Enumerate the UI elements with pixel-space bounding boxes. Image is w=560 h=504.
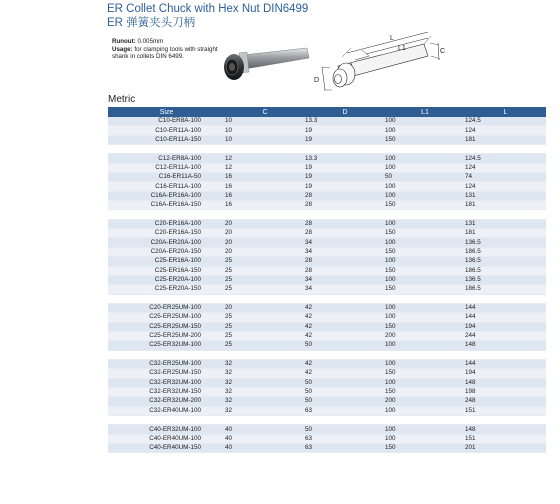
cell-size: C32-ER25UM-150 [108, 369, 225, 378]
cell-l1: 150 [385, 201, 465, 210]
cell-l1: 150 [385, 387, 465, 396]
cell-size: C32-ER32UM-200 [108, 397, 225, 406]
table-row [108, 444, 546, 453]
cell-l1: 150 [385, 135, 465, 144]
cell-l: 181 [465, 201, 546, 210]
cell-l1: 100 [385, 238, 465, 247]
cell-c: 40 [225, 434, 305, 443]
cell-l1: 100 [385, 341, 465, 350]
table-row [108, 266, 546, 275]
cell-d: 28 [305, 201, 385, 210]
cell-size: C25-ER16A-150 [108, 266, 225, 275]
cell-d: 63 [305, 444, 385, 453]
table-spacer-row [108, 145, 546, 154]
cell-l: 136.5 [465, 238, 546, 247]
table-row [108, 322, 546, 331]
cell-l: 124 [465, 163, 546, 172]
cell-l: 151 [465, 434, 546, 443]
cell-c: 16 [225, 173, 305, 182]
cell-c: 25 [225, 275, 305, 284]
cell-size: C12-ER11A-100 [108, 163, 225, 172]
table-row [108, 247, 546, 256]
cell-d: 34 [305, 247, 385, 256]
cell-size: C10-ER11A-150 [108, 135, 225, 144]
table-row [108, 406, 546, 415]
table-spacer-cell [108, 145, 546, 154]
cell-l1: 100 [385, 378, 465, 387]
cell-c: 20 [225, 303, 305, 312]
cell-d: 28 [305, 219, 385, 228]
cell-c: 12 [225, 163, 305, 172]
cell-c: 25 [225, 257, 305, 266]
cell-l: 124.5 [465, 154, 546, 163]
cell-size: C40-ER40UM-100 [108, 434, 225, 443]
cell-d: 34 [305, 275, 385, 284]
cell-size: C25-ER25UM-100 [108, 313, 225, 322]
section-title-metric: Metric [108, 94, 136, 105]
product-title-chinese: ER 弹簧夹头刀柄 [107, 17, 196, 29]
table-row [108, 285, 546, 294]
table-spacer-row [108, 416, 546, 425]
table-row [108, 257, 546, 266]
cell-l: 144 [465, 303, 546, 312]
cell-l1: 200 [385, 397, 465, 406]
table-spacer-row [108, 210, 546, 219]
cell-c: 25 [225, 285, 305, 294]
runout-label: Runout: [112, 38, 136, 45]
cell-l1: 100 [385, 257, 465, 266]
cell-l1: 50 [385, 173, 465, 182]
cell-size: C12-ER8A-100 [108, 154, 225, 163]
spec-table [108, 107, 546, 453]
cell-l1: 150 [385, 369, 465, 378]
table-row [108, 387, 546, 396]
table-row [108, 359, 546, 368]
table-row [108, 173, 546, 182]
cell-d: 19 [305, 182, 385, 191]
cell-c: 32 [225, 397, 305, 406]
cell-l1: 150 [385, 285, 465, 294]
cell-d: 50 [305, 378, 385, 387]
table-spacer-cell [108, 294, 546, 303]
table-spacer-row [108, 294, 546, 303]
cell-c: 16 [225, 191, 305, 200]
cell-l: 148 [465, 341, 546, 350]
cell-size: C16A-ER16A-150 [108, 201, 225, 210]
cell-size: C20-ER16A-150 [108, 229, 225, 238]
cell-l1: 100 [385, 359, 465, 368]
cell-l1: 100 [385, 425, 465, 434]
column-header-l: L [465, 107, 546, 117]
cell-c: 32 [225, 406, 305, 415]
cell-c: 16 [225, 182, 305, 191]
table-row [108, 201, 546, 210]
cell-d: 42 [305, 313, 385, 322]
table-row [108, 191, 546, 200]
cell-c: 32 [225, 378, 305, 387]
cell-d: 28 [305, 229, 385, 238]
cell-d: 28 [305, 257, 385, 266]
cell-size: C25-ER16A-100 [108, 257, 225, 266]
cell-l1: 100 [385, 182, 465, 191]
cell-l: 124 [465, 126, 546, 135]
dim-label-l1: L1 [398, 45, 406, 52]
cell-c: 20 [225, 229, 305, 238]
cell-size: C20A-ER20A-100 [108, 238, 225, 247]
table-row [108, 378, 546, 387]
usage-label: Usage: [112, 45, 133, 53]
cell-l1: 150 [385, 247, 465, 256]
cell-l1: 100 [385, 126, 465, 135]
cell-l: 148 [465, 425, 546, 434]
spec-info [112, 38, 222, 61]
cell-d: 13.3 [305, 154, 385, 163]
table-row [108, 229, 546, 238]
table-row [108, 434, 546, 443]
table-row [108, 117, 546, 126]
table-row [108, 341, 546, 350]
table-row [108, 154, 546, 163]
table-spacer-row [108, 350, 546, 359]
runout-value: 0.005mm [137, 38, 164, 45]
table-row [108, 219, 546, 228]
cell-c: 25 [225, 313, 305, 322]
cell-size: C40-ER32UM-100 [108, 425, 225, 434]
cell-d: 28 [305, 191, 385, 200]
cell-size: C25-ER25UM-200 [108, 331, 225, 340]
cell-l: 181 [465, 229, 546, 238]
table-row [108, 313, 546, 322]
collet-chuck-photo [221, 45, 311, 87]
table-row [108, 126, 546, 135]
cell-l1: 100 [385, 303, 465, 312]
table-row [108, 369, 546, 378]
cell-l1: 200 [385, 331, 465, 340]
table-row [108, 135, 546, 144]
cell-size: C32-ER40UM-100 [108, 406, 225, 415]
cell-c: 25 [225, 322, 305, 331]
cell-d: 42 [305, 322, 385, 331]
cell-l: 186.5 [465, 285, 546, 294]
cell-size: C20-ER25UM-100 [108, 303, 225, 312]
cell-d: 63 [305, 406, 385, 415]
cell-l: 201 [465, 444, 546, 453]
cell-l1: 100 [385, 313, 465, 322]
cell-l1: 100 [385, 434, 465, 443]
table-spacer-cell [108, 416, 546, 425]
dimension-drawing [312, 30, 447, 100]
cell-size: C25-ER20A-150 [108, 285, 225, 294]
cell-c: 12 [225, 154, 305, 163]
cell-l: 74 [465, 173, 546, 182]
cell-size: C16A-ER16A-100 [108, 191, 225, 200]
cell-l: 151 [465, 406, 546, 415]
cell-c: 40 [225, 425, 305, 434]
cell-d: 42 [305, 331, 385, 340]
cell-size: C20A-ER20A-150 [108, 247, 225, 256]
cell-size: C25-ER32UM-100 [108, 341, 225, 350]
table-row [108, 303, 546, 312]
cell-l: 186.5 [465, 247, 546, 256]
cell-c: 25 [225, 266, 305, 275]
column-header-l1: L1 [385, 107, 465, 117]
cell-d: 42 [305, 369, 385, 378]
cell-l1: 150 [385, 266, 465, 275]
cell-d: 13.3 [305, 117, 385, 126]
table-row [108, 425, 546, 434]
cell-c: 32 [225, 387, 305, 396]
cell-l: 131 [465, 191, 546, 200]
cell-c: 10 [225, 135, 305, 144]
cell-l: 198 [465, 387, 546, 396]
cell-d: 19 [305, 126, 385, 135]
cell-l: 136.5 [465, 275, 546, 284]
cell-l: 181 [465, 135, 546, 144]
cell-d: 42 [305, 359, 385, 368]
column-header-d: D [305, 107, 385, 117]
table-row [108, 182, 546, 191]
cell-d: 28 [305, 266, 385, 275]
cell-d: 42 [305, 303, 385, 312]
cell-l: 144 [465, 359, 546, 368]
cell-l1: 150 [385, 444, 465, 453]
dim-label-d: D [314, 77, 320, 84]
table-header-row [108, 107, 546, 117]
dim-label-c: C [440, 48, 446, 55]
cell-c: 25 [225, 341, 305, 350]
cell-l: 248 [465, 397, 546, 406]
cell-c: 32 [225, 369, 305, 378]
table-row [108, 397, 546, 406]
cell-d: 50 [305, 397, 385, 406]
cell-l1: 100 [385, 191, 465, 200]
table-row [108, 331, 546, 340]
cell-d: 50 [305, 425, 385, 434]
cell-l: 148 [465, 378, 546, 387]
table-row [108, 275, 546, 284]
cell-d: 19 [305, 173, 385, 182]
cell-l: 124 [465, 182, 546, 191]
cell-l1: 100 [385, 117, 465, 126]
cell-size: C25-ER20A-100 [108, 275, 225, 284]
column-header-size: Size [108, 107, 225, 117]
cell-c: 20 [225, 238, 305, 247]
cell-l1: 100 [385, 406, 465, 415]
cell-size: C32-ER32UM-100 [108, 378, 225, 387]
cell-l: 186.5 [465, 266, 546, 275]
product-title: ER Collet Chuck with Hex Nut DIN6499 [107, 3, 309, 15]
cell-d: 50 [305, 341, 385, 350]
cell-l: 136.5 [465, 257, 546, 266]
cell-l: 131 [465, 219, 546, 228]
cell-l: 194 [465, 322, 546, 331]
cell-l1: 100 [385, 163, 465, 172]
cell-c: 32 [225, 359, 305, 368]
cell-c: 16 [225, 201, 305, 210]
cell-c: 40 [225, 444, 305, 453]
usage-line [112, 46, 222, 61]
usage-value: for clamping tools with straight shank in collets DIN 6499. [112, 45, 218, 61]
column-header-c: C [225, 107, 305, 117]
cell-l: 124.5 [465, 117, 546, 126]
cell-l1: 150 [385, 229, 465, 238]
cell-d: 19 [305, 135, 385, 144]
cell-l: 194 [465, 369, 546, 378]
cell-l1: 100 [385, 154, 465, 163]
cell-size: C10-ER11A-100 [108, 126, 225, 135]
cell-d: 34 [305, 285, 385, 294]
cell-size: C40-ER40UM-150 [108, 444, 225, 453]
cell-size: C10-ER8A-100 [108, 117, 225, 126]
cell-d: 50 [305, 387, 385, 396]
cell-l1: 100 [385, 275, 465, 284]
cell-size: C32-ER25UM-100 [108, 359, 225, 368]
runout-line [112, 38, 222, 46]
cell-l: 244 [465, 331, 546, 340]
cell-size: C25-ER25UM-150 [108, 322, 225, 331]
cell-l1: 100 [385, 219, 465, 228]
cell-d: 63 [305, 434, 385, 443]
cell-size: C32-ER32UM-150 [108, 387, 225, 396]
dim-label-l: L [390, 35, 394, 42]
cell-size: C16-ER11A-50 [108, 173, 225, 182]
table-spacer-cell [108, 210, 546, 219]
table-row [108, 163, 546, 172]
cell-d: 34 [305, 238, 385, 247]
cell-c: 20 [225, 219, 305, 228]
cell-c: 10 [225, 126, 305, 135]
table-spacer-cell [108, 350, 546, 359]
cell-size: C16-ER11A-100 [108, 182, 225, 191]
cell-l: 144 [465, 313, 546, 322]
cell-d: 19 [305, 163, 385, 172]
cell-l1: 150 [385, 322, 465, 331]
cell-c: 20 [225, 247, 305, 256]
cell-size: C20-ER16A-100 [108, 219, 225, 228]
cell-c: 10 [225, 117, 305, 126]
cell-c: 25 [225, 331, 305, 340]
table-row [108, 238, 546, 247]
